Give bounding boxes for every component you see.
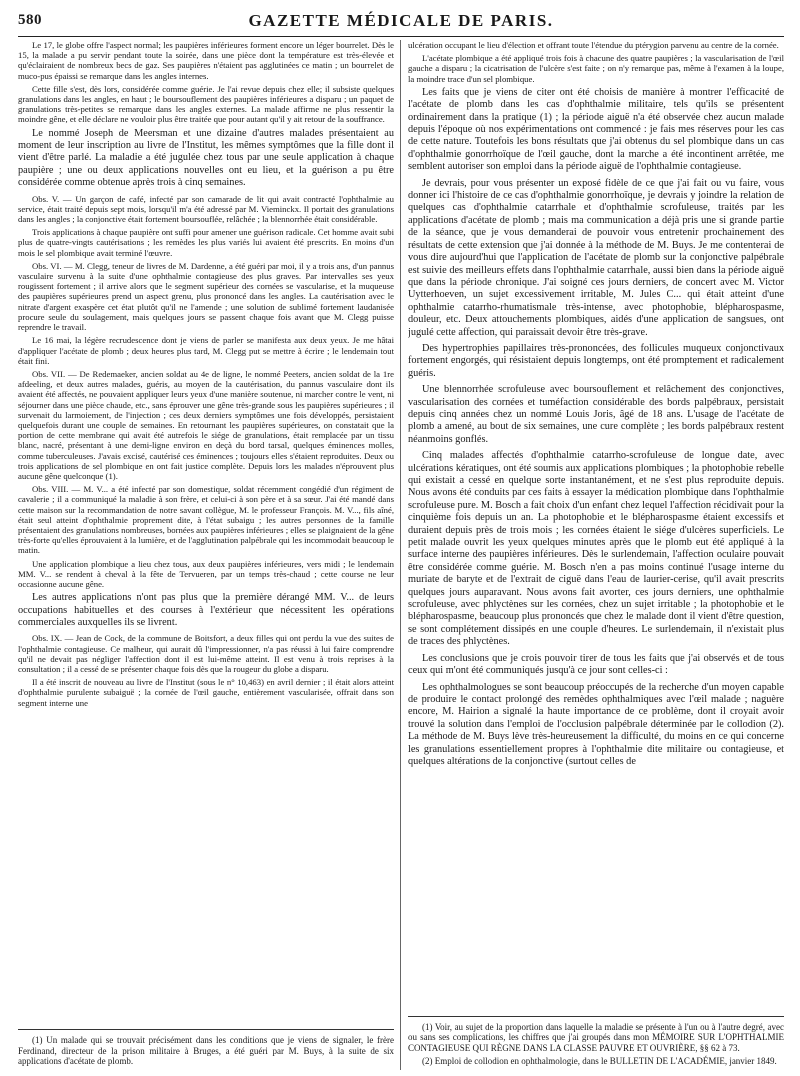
paragraph: Obs. VIII. — M. V... a été infecté par son domestique, soldat récemment congédié d'un régiment de cavalerie ; il a communiqué la maladie à son frère, et celui-ci à son père et à sa sœur. J'ai été mandé dans cette maison sur la recommandation de notre savant collègue, M. le professeur François. M. V..., fils aîné, était seul atteint d'ophthalmie proprement dite, à l'état subaigu ; les autres personnes de la famille présentaient des granulations nombreuses, bornées aux paupières inférieures ; elles se plaignaient de la gêne très-forte qu'elles éprouvaient à la lumière, et de l'agglutination palpébrale qui les incommodait beaucoup le matin.: [18, 484, 394, 556]
right-footnote-list: [408, 1022, 784, 1067]
paragraph: Une application plombique a lieu chez tous, aux deux paupières inférieures, vers midi ; le lendemain MM. V... se rendent à cheval à la fête de Tervueren, par un temps très-chaud ; cette course ne leur occasionne aucune gêne.: [18, 558, 394, 589]
paragraph: Trois applications à chaque paupière ont suffi pour amener une guérison radicale. Cet homme avait subi plus de quatre-vingts cautérisations ; les remèdes les plus variés lui avaient été prescrits. En moins d'un mois le sel plombique avait terminé l'œuvre.: [18, 227, 394, 258]
paragraph: Obs. VI. — M. Clegg, teneur de livres de M. Dardenne, a été guéri par moi, il y a trois ans, d'un pannus vasculaire survenu à la suite d'une ophthalmie contagieuse des plus graves. Par intervalles ses yeux rougissent fortement ; il arrive alors que le segment supérieur des cornées se vascularise, et la muqueuse des paupières supérieures prend un aspect grenu, plus prononcé dans les angles. La cautérisation avec le nitrate d'argent exaspère cet état plutôt qu'il ne l'amende ; une solution de sublimé fortement laudanisée procure seule du soulagement, mais quelques jours se passent chaque fois avant que M. Clegg puisse reprendre le travail.: [18, 260, 394, 333]
footnote: (1) Un malade qui se trouvait précisément dans les conditions que je viens de signaler, le frère Ferdinand, directeur de la prison militaire à Bruges, a été guéri par M. Buys, à la suite de six applications d'acétate de plomb.: [18, 1035, 394, 1067]
right-column: [408, 40, 784, 1070]
paragraph: Le 17, le globe offre l'aspect normal; les paupières inférieures forment encore un léger bourrelet. Dès le 15, la malade a pu servir pendant toute la soirée, dans une pièce dont la température est très-élevée et qu'éclairaient de nombreux becs de gaz. Ses paupières n'étaient pas agglutinées ce matin ; un bourrelet de muco-pus épaissi se remarque dans les angles internes.: [18, 40, 394, 81]
paragraph: Cinq malades affectés d'ophthalmie catarrho-scrofuleuse de longue date, avec ulcérations kératiques, ont été soumis aux applications plombiques ; la photophobie rebelle qui existait a cessé en quelque sorte instantanément, et ne s'est plus reproduite depuis. Nous avons été conduits par ces faits à essayer la médication plombique dans l'ophthalmie scrofuleuse pure. M. Bosch a fait choix d'un enfant chez lequel l'affection récidivait pour la cinquième fois depuis un an. La photophobie et le blépharospasme étaient excessifs et duraient depuis près de trois mois ; les cornées étaient le siége d'ulcères superficiels. Le petit malade ouvrit les yeux quelques minutes après que le plomb eut été appliqué à la surface interne des paupières inférieures. Dès le surlendemain, l'affection oculaire pouvait être considérée comme guérie. M. Bosch n'en a pas moins continué l'usage interne du muriate de baryte et de l'extrait de ciguë dans l'eau de laurier-cerise, qu'il avait prescrits quelques jours auparavant. Nous avons fait avorter, ces jours derniers, une ophthalmie scrofuleuse, avec phlyctènes sur les cornées, chez un sujet irritable ; la photophobie et le blépharospasme, beaucoup plus prononcés que chez le malade dont il vient d'être question, se sont complétement dissipés en une couple d'heures. Le surlendemain, il n'existait plus de traces des phlyctènes.: [408, 450, 784, 648]
paragraph: L'acétate plombique a été appliqué trois fois à chacune des quatre paupières ; la vascularisation de l'œil gauche a disparu ; la cicatrisation de l'ulcère s'est faite ; on n'y remarque pas, même à l'examen à la loupe, la moindre trace d'un sel plombique.: [408, 53, 784, 84]
running-title: GAZETTE MÉDICALE DE PARIS.: [248, 11, 554, 30]
paragraph: Les autres applications n'ont pas plus que la première dérangé MM. V... de leurs occupations habituelles et des courses à l'extérieur que nécessitent les opérations commerciales auxquelles ils se livrent.: [18, 592, 394, 628]
paragraph: Obs. IX. — Jean de Cock, de la commune de Boitsfort, a deux filles qui ont perdu la vue des suites de l'ophthalmie contagieuse. Ce malheur, qui aurait dû l'impressionner, n'a pas réussi à lui faire comprendre qu'il ne devait pas négliger l'affection dont il est lui-même atteint. Il est venu à trois reprises à la consultation ; il a cessé de se présenter chaque fois dès que la rougeur du globe a disparu.: [18, 633, 394, 674]
paragraph: Les ophthalmologues se sont beaucoup préoccupés de la recherche d'un moyen capable de produire le contact prolongé des remèdes ophthalmiques avec l'œil malade ; naguère encore, M. Hairion a signalé la haute importance de ce problème, dont il croyait avoir trouvé la solution dans l'emploi de l'occlusion palpébrale déterminée par le collodion (2). La méthode de M. Buys lève très-heureusement la difficulté, du moins en ce qui concerne les granulations essentiellement propres à l'ophthalmie dite militaire ou contagieuse, et quelques altérations de la conjonctive (surtout celles de: [408, 681, 784, 767]
footnote: (2) Emploi de collodion en ophthalmologie, dans le BULLETIN DE L'ACADÉMIE, janvier 1849.: [422, 1056, 777, 1067]
page-header: [18, 10, 784, 37]
text-columns: [18, 40, 784, 1070]
right-footnotes: [408, 1016, 784, 1070]
paragraph: ulcération occupant le lieu d'élection et offrant toute l'étendue du ptérygion parvenu au centre de la cornée.: [408, 40, 779, 50]
paragraph: Le nommé Joseph de Meersman et une dizaine d'autres malades présentaient au moment de leur inscription au livre de l'Institut, les mêmes symptômes que la fille dont il vient d'être parlé. La maladie a été jugulée chez tous par une seule application à chaque paupière ; une ou deux applications nouvelles ont eu lieu, et la guérison a pu être considérée comme obtenue après trois à cinq semaines.: [18, 127, 394, 189]
footnote: (1) Voir, au sujet de la proportion dans laquelle la maladie se présente à l'un ou à l'autre degré, avec ou sans ses complications, les chiffres que j'ai groupés dans mon MÉMOIRE SUR L'OPHTHALMIE CONTAGIEUSE QUI RÈGNE DANS LA CLASSE PAUVRE ET OUVRIÈRE, §§ 62 à 73.: [408, 1021, 784, 1053]
paragraph: Je devrais, pour vous présenter un exposé fidèle de ce que j'ai fait ou vu faire, vous donner ici l'histoire de ce cas d'ophthalmie gonorrhoïque, je devrais y joindre la relation de quelques cas d'ophthalmie catarrhale et d'ophthalmie scrofuleuse, traités par les applications d'acétate de plomb ; mais ma communication a déjà pris une si grande partie de la séance, que je vous demanderai de pouvoir vous entretenir prochainement des résultats de cette extension que j'ai donnée à la méthode de M. Buys. Je me contenterai de vous dire aujourd'hui que l'application de l'acétate de plomb sur la conjonctive palpébrale est suivie des meilleurs effets dans l'ophthalmie catarrhale, aussi bien dans la période aiguë que dans la période chronique. J'ai soigné ces jours derniers, de concert avec M. Victor Uytterhoeven, un sujet excessivement irritable, M. Jules C... qui était atteint d'une ophthalmie catarrho-rhumatismale très-intense, avec photophobie, blépharospasme, douleur, etc. Deux attouchements plombiques, aidés d'une application de sangsues, ont jugulé cette affection, qui paraissait devoir être très-grave.: [408, 177, 784, 338]
paragraph: Il a été inscrit de nouveau au livre de l'Institut (sous le n° 10,463) en avril dernier ; il était alors atteint d'ophthalmie purulente subaiguë ; la cornée de l'œil gauche, entièrement vascularisée, offrait dans son segment interne une: [18, 677, 394, 708]
page: [18, 10, 784, 1070]
footnote-rule: [408, 1016, 784, 1017]
left-column: [18, 40, 394, 1070]
paragraph: Une blennorrhée scrofuleuse avec boursouflement et relâchement des conjonctives, vascularisation des cornées et tuméfaction considérable des bords palpébraux, persistait depuis cinq années chez un nommé Louis Joris, âgé de 18 ans. L'usage de l'acétate de plomb a amené, au bout de six semaines, une cure complète ; les bords palpébraux restent néanmoins gonflés.: [408, 384, 784, 445]
paragraph: Les conclusions que je crois pouvoir tirer de tous les faits que j'ai observés et de tous ceux qui m'ont été communiqués jusqu'à ce jour sont celles-ci :: [408, 652, 784, 677]
paragraph: Le 16 mai, la légère recrudescence dont je viens de parler se manifesta aux deux yeux. Je me hâtai d'appliquer l'acétate de plomb ; deux heures plus tard, M. Clegg put se mettre à écrire ; le lendemain tout était fini.: [18, 335, 394, 366]
paragraph: Les faits que je viens de citer ont été choisis de manière à montrer l'efficacité de l'acétate de plomb dans les cas d'ophthalmie militaire, tels qu'ils se présentent ordinairement dans la pratique (1) ; la période aiguë n'a été observée chez aucun malade depuis l'époque où nos expérimentations ont commencé : je fais mes réserves pour les cas de cette nature. Toutefois les bons résultats que j'ai obtenus du sel plombique dans un cas d'ophthalmie gonorrhoïque de l'œil gauche, dont la marche a été incontinent arrêtée, me semblent autoriser son emploi dans la période aiguë de l'ophthalmie contagieuse.: [408, 86, 784, 173]
column-divider: [400, 40, 401, 1070]
paragraph: Obs. V. — Un garçon de café, infecté par son camarade de lit qui avait contracté l'ophthalmie au service, était traité depuis sept mois, lorsqu'il m'a été adressé par M. Vieminckx. Il portait des granulations dans les angles ; la conjonctive était fortement boursouflée, relâchée ; la blennorrhée était considérable.: [18, 193, 394, 225]
page-number: 580: [18, 12, 42, 28]
left-footnote-list: [18, 1035, 394, 1067]
footnote-rule: [18, 1029, 394, 1030]
paragraph: Obs. VII. — De Redemaeker, ancien soldat au 4e de ligne, le nommé Peeters, ancien soldat de la 1re afdeeling, et deux autres malades, guéris, au moyen de la cautérisation, du pannus vasculaire dont ils avaient été affectés, ne pouvaient appliquer leurs yeux d'une manière soutenue, ni marcher contre le vent, ni séjourner dans une pièce chaude, etc., sans éprouver une gêne très-grande sous les paupières supérieures ; il survenait du larmoiement, de l'injection ; ces deux derniers symptômes une fois développés, persistaient quelquefois durant une couple de semaines. En retournant les paupières supérieures, on constatait que la portion de cette membrane qui avait été autrefois le siége de granulations, était remplacée par un tissu blanc, nacré, présentant à une demi-ligne environ en deçà du bord tarsal, quelques éminences molles, comme tuberculeuses. J'avais excisé, cautérisé ces éminences ; toujours elles s'étaient reproduites. Deux ou trois applications de sel plombique en ont fait justice complète. Depuis lors les malades n'éprouvent plus aucune gêne quelconque (1).: [18, 368, 394, 481]
paragraph: Cette fille s'est, dès lors, considérée comme guérie. Je l'ai revue depuis chez elle; il subsiste quelques granulations dans les angles, en haut ; le boursouflement des paupières inférieures a disparu ; un paquet de granulations très-petites se remarque dans les angles externes. La malade affirme ne plus ressentir la moindre gêne, et elle déclare ne vouloir plus être traitée que pour autant qu'il y ait retour de la souffrance.: [18, 83, 394, 125]
left-column-body: [18, 40, 394, 708]
right-column-body: [408, 40, 784, 768]
left-footnotes: [18, 1029, 394, 1070]
paragraph: Des hypertrophies papillaires très-prononcées, des follicules muqueux conjonctivaux fortement engorgés, qui résistaient depuis longtemps, ont été promptement et radicalement guéris.: [408, 342, 784, 379]
